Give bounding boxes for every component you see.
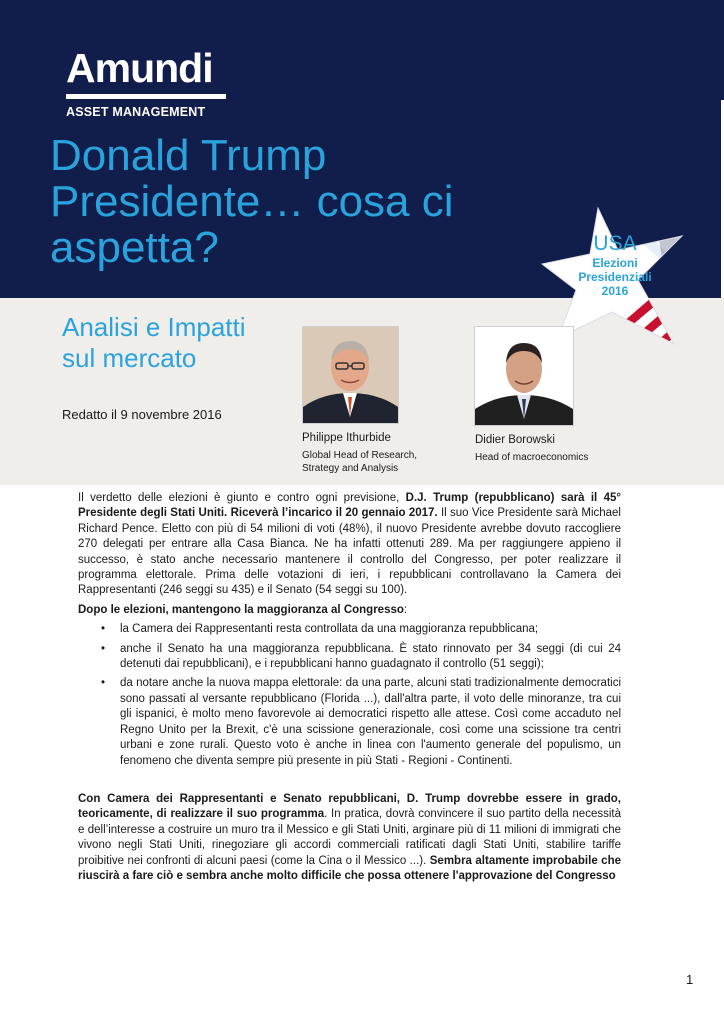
logo-brand: Amundi	[66, 45, 213, 91]
title-line-2: Presidente… cosa ci	[50, 177, 454, 226]
portrait-icon	[303, 327, 398, 423]
author-photo-borowski	[474, 326, 574, 426]
paragraph-congress	[78, 603, 621, 618]
page-title	[50, 133, 610, 271]
list-item-text: anche il Senato ha una maggioranza repubblicana. È stato rinnovato per 34 seggi (di cui 24 detenuti dai repubblicani), e i repubblicani hanno guadagnato il controllo (51 seggi);	[120, 642, 621, 671]
congress-heading: Dopo le elezioni, mantengono la maggioranza al Congresso	[78, 603, 404, 616]
author-name: Philippe Ithurbide	[302, 432, 391, 444]
section-subtitle	[62, 312, 246, 374]
paragraph-program	[78, 792, 621, 884]
page-number: 1	[686, 972, 694, 987]
list-item-text: da notare anche la nuova mappa elettorale: da una parte, alcuni stati tradizionalmente democratici sono passati al versante repubblicano (Florida ...), dall'altra parte, il voto delle minoranze, tra cui gli ispanici, è molto meno favorevole ai democratici rispetto alle attese. Così come accaduto nel Regno Unito per la Brexit, c'è una scissione generazionale, così come una scissione tra centri urbani e zone rurali. Questo voto è anche in linea con l'aumento generale del populismo, un fenomeno che diventa sempre più presente in più Stati - Regioni - Continenti.	[120, 677, 621, 767]
congress-colon: :	[403, 603, 408, 616]
subtitle-line-1: Analisi e Impatti	[62, 312, 246, 342]
election-badge	[560, 232, 670, 298]
author-card-ithurbide	[302, 431, 452, 475]
list-item	[78, 676, 621, 768]
logo-subtitle: ASSET MANAGEMENT	[66, 105, 206, 119]
logo-rule	[66, 94, 226, 99]
title-line-3: aspetta?	[50, 223, 219, 272]
program-highlight: Con Camera dei Rappresentanti e Senato repubblicani, D. Trump dovrebbe essere in grado, teoricamente, di realizzare il suo programma	[78, 792, 621, 821]
author-card-borowski	[475, 433, 625, 464]
list-item-text: la Camera dei Rappresentanti resta controllata da una maggioranza repubblicana;	[120, 623, 539, 636]
title-line-1: Donald Trump	[50, 131, 327, 180]
author-role: Head of macroeconomics	[475, 452, 589, 463]
intro-text: Il verdetto delle elezioni è giunto e contro ogni previsione,	[78, 492, 406, 504]
badge-usa: USA	[593, 232, 637, 255]
badge-line-2: Presidenziali	[578, 270, 652, 284]
program-text: . In pratica, dovrà convincere il suo partito della necessità e dell’interesse a costruire un muro tra il Messico e gli Stati Uniti, arginare più di 11 milioni di immigrati che vivono negli Stati Uniti, rinegoziare gli accordi commerciali ratificati dagli Stati Uniti, stabilire tariffe proibitive nei confronti di alcuni paesi (come la Cina o il Messico ...).	[78, 808, 621, 867]
badge-line-3: 2016	[601, 284, 629, 298]
paragraph-intro	[78, 491, 621, 599]
author-photo-ithurbide	[302, 326, 399, 424]
bullet-icon: •	[101, 642, 106, 655]
author-role: Global Head of Research, Strategy and Analysis	[302, 450, 418, 474]
bullet-icon: •	[101, 677, 106, 690]
badge-line-1: Elezioni	[592, 256, 638, 270]
intro-text-continued: Il suo Vice Presidente sarà Michael Richard Pence. Eletto con più di 54 milioni di voti (48%), il nuovo Presidente avrebbe dovuto raccogliere 270 delegati per entrare alla Casa Bianca. Ne ha infatti ottenuti 289. Ma per raggiungere appieno il successo, è stato anche necessario mantenere il controllo del Congresso, per poter realizzare il programma elettorale. Prima delle votazioni di ieri, i repubblicani controllavano la Camera dei Rappresentanti (246 seggi su 435) e il Senato (54 seggi su 100).	[78, 507, 621, 597]
congress-list	[78, 622, 621, 769]
amundi-logo	[66, 46, 236, 119]
article-body	[78, 491, 621, 884]
portrait-icon	[475, 327, 573, 425]
program-conclusion: Sembra altamente improbabile che riuscirà a fare ciò e sembra anche molto difficile che possa ottenere l'approvazione del Congresso	[78, 854, 621, 882]
subtitle-line-2: sul mercato	[62, 343, 197, 373]
intro-highlight: D.J. Trump (repubblicano) sarà il 45° Presidente degli Stati Uniti. Riceverà l’incarico il 20 gennaio 2017.	[78, 492, 621, 520]
list-item	[78, 622, 621, 637]
bullet-icon: •	[101, 623, 106, 636]
report-date: Redatto il 9 novembre 2016	[62, 407, 222, 422]
list-item	[78, 642, 621, 673]
author-name: Didier Borowski	[475, 434, 555, 446]
